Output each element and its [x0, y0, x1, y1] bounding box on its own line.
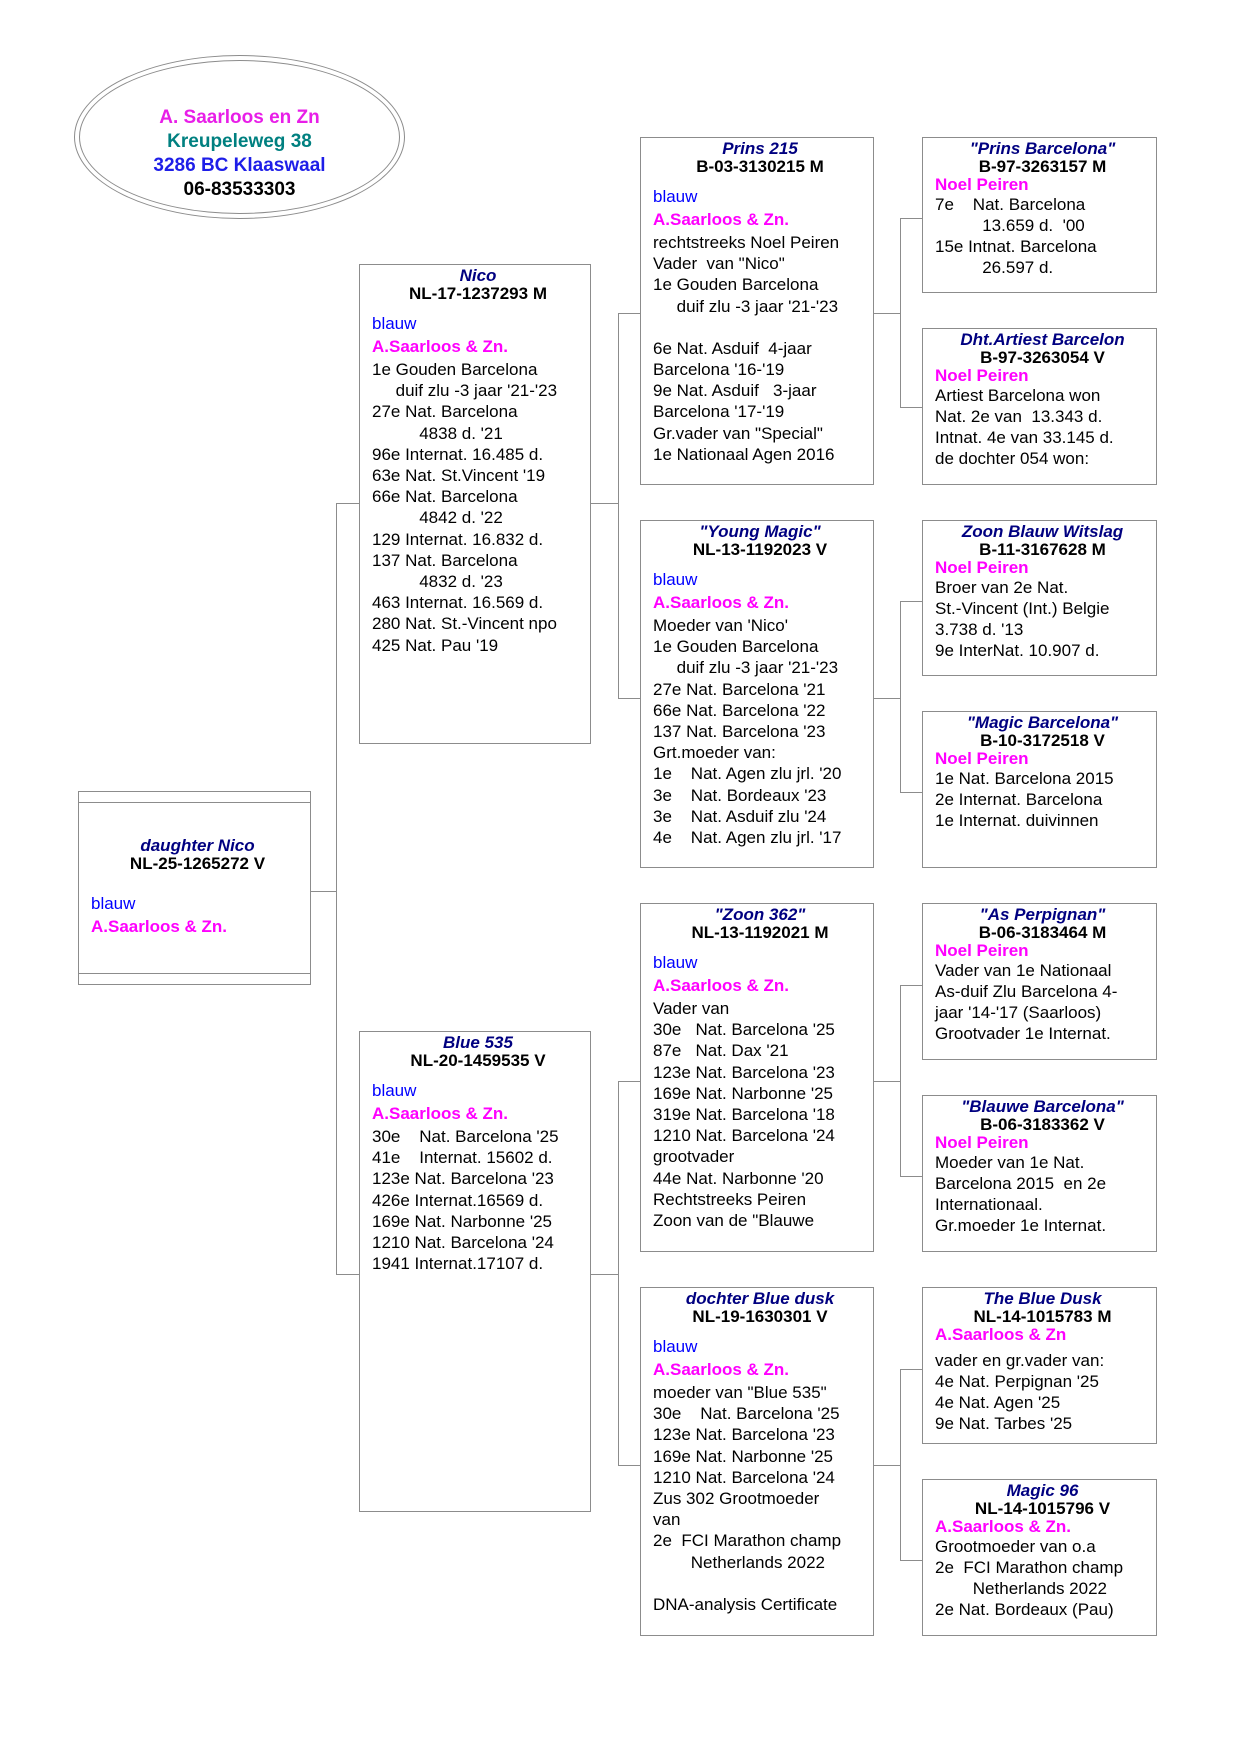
pedigree-line: 425 Nat. Pau '19: [372, 635, 499, 655]
pedigree-line: grootvader: [653, 1147, 735, 1167]
pedigree-line: St.-Vincent (Int.) Belgie: [935, 599, 1110, 618]
pedigree-line: 30e Nat. Barcelona '25: [653, 1404, 840, 1424]
sd-ring: NL-13-1192023 V: [692, 540, 828, 559]
pedigree-line: 426e Internat.16569 d.: [372, 1190, 544, 1210]
connector: [900, 1369, 922, 1370]
pedigree-line: 123e Nat. Barcelona '23: [653, 1062, 835, 1082]
pedigree-line: 169e Nat. Narbonne '25: [653, 1083, 833, 1103]
pedigree-line: 6e Nat. Asduif 4-jaar: [653, 338, 812, 358]
pedigree-line: duif zlu -3 jaar '21-'23: [372, 381, 558, 401]
pedigree-line: Nat. 2e van 13.343 d.: [935, 407, 1103, 426]
dsd-owner: Noel Peiren: [935, 1133, 1029, 1152]
pedigree-line: Vader van "Nico": [653, 254, 785, 274]
pedigree-line: van: [653, 1510, 681, 1530]
connector: [874, 1081, 900, 1082]
sdd-owner: Noel Peiren: [935, 749, 1029, 768]
pedigree-line: 2e FCI Marathon champ: [653, 1531, 842, 1551]
connector: [900, 601, 901, 793]
pedigree-line: Netherlands 2022: [935, 1579, 1107, 1598]
pedigree-line: 4e Nat. Agen '25: [935, 1393, 1061, 1412]
pedigree-line: 3e Nat. Asduif zlu '24: [653, 806, 827, 826]
breeder-name: A. Saarloos en Zn: [159, 107, 320, 128]
pedigree-line: 63e Nat. St.Vincent '19: [372, 466, 546, 486]
pedigree-line: duif zlu -3 jaar '21-'23: [653, 296, 839, 316]
pedigree-line: 27e Nat. Barcelona: [372, 402, 518, 422]
dss-card: [922, 903, 1157, 1060]
pedigree-line: 129 Internat. 16.832 d.: [372, 529, 544, 549]
pedigree-line: Broer van 2e Nat.: [935, 578, 1069, 597]
pedigree-line: Vader van: [653, 999, 730, 1018]
dam-color: blauw: [372, 1081, 417, 1100]
pedigree-line: Intnat. 4e van 33.145 d.: [935, 428, 1114, 447]
pedigree-line: Barcelona 2015 en 2e: [935, 1174, 1107, 1193]
sire-dam-card: [640, 520, 874, 868]
connector: [590, 503, 618, 504]
pedigree-line: 13.659 d. '00: [935, 216, 1085, 235]
pedigree-line: 1210 Nat. Barcelona '24: [653, 1126, 835, 1146]
pedigree-line: 9e Nat. Asduif 3-jaar: [653, 381, 817, 401]
dds-owner: A.Saarloos & Zn: [935, 1325, 1067, 1344]
pedigree-line: 2e Internat. Barcelona: [935, 790, 1103, 809]
pedigree-line: 44e Nat. Narbonne '20: [653, 1168, 824, 1188]
pedigree-line: Barcelona '17-'19: [653, 402, 785, 422]
pedigree-line: 1210 Nat. Barcelona '24: [653, 1467, 835, 1487]
connector: [900, 407, 922, 408]
dam-card: [359, 1031, 591, 1512]
connector: [900, 218, 922, 219]
pedigree-line: Grootmoeder van o.a: [935, 1537, 1096, 1556]
pedigree-line: Grootvader 1e Internat.: [935, 1024, 1111, 1043]
pedigree-line: 4838 d. '21: [372, 423, 503, 443]
sds-card: [922, 520, 1157, 676]
ssd-owner: Noel Peiren: [935, 366, 1029, 385]
sire-name: Nico: [459, 266, 497, 285]
pedigree-line: 1e Nationaal Agen 2016: [653, 444, 835, 464]
dsd-ring: B-06-3183362 V: [980, 1115, 1105, 1134]
sds-owner: Noel Peiren: [935, 558, 1029, 577]
sdd-ring: B-10-3172518 V: [980, 731, 1105, 750]
sd-owner: A.Saarloos & Zn.: [653, 593, 790, 612]
pedigree-line: 27e Nat. Barcelona '21: [653, 679, 826, 699]
sss-ring: B-97-3263157 M: [978, 157, 1107, 176]
pedigree-line: 3.738 d. '13: [935, 620, 1024, 639]
pedigree-line: 137 Nat. Barcelona: [372, 550, 518, 570]
dd-owner: A.Saarloos & Zn.: [653, 1360, 790, 1379]
pedigree-line: rechtstreeks Noel Peiren: [653, 233, 840, 252]
connector: [900, 218, 901, 408]
pedigree-line: 1e Gouden Barcelona: [653, 275, 819, 295]
pedigree-line: 2e Nat. Bordeaux (Pau): [935, 1600, 1114, 1619]
pedigree-line: Rechtstreeks Peiren: [653, 1189, 807, 1209]
pedigree-line: 96e Internat. 16.485 d.: [372, 444, 544, 464]
connector: [618, 1465, 640, 1466]
connector: [336, 1274, 359, 1275]
dd-color: blauw: [653, 1337, 698, 1356]
sire-card: [359, 264, 591, 744]
sdd-card: [922, 711, 1157, 868]
pedigree-line: Grt.moeder van:: [653, 743, 776, 763]
pedigree-line: jaar '14-'17 (Saarloos): [935, 1003, 1102, 1022]
pedigree-line: 30e Nat. Barcelona '25: [653, 1020, 835, 1040]
dds-name: The Blue Dusk: [983, 1289, 1102, 1308]
ssd-name: Dht.Artiest Barcelon: [960, 330, 1125, 349]
connector: [618, 1081, 619, 1466]
pedigree-line: 1e Gouden Barcelona: [372, 360, 538, 379]
dss-name: "As Perpignan": [979, 905, 1106, 924]
ds-color: blauw: [653, 953, 698, 972]
breeder-phone: 06-83533303: [183, 179, 296, 200]
pedigree-line: duif zlu -3 jaar '21-'23: [653, 658, 839, 678]
ddd-card: [922, 1479, 1157, 1636]
pedigree-line: 9e Nat. Tarbes '25: [935, 1414, 1073, 1433]
pedigree-line: 1941 Internat.17107 d.: [372, 1254, 544, 1274]
connector: [900, 1560, 922, 1561]
connector: [900, 985, 901, 1177]
dds-ring: NL-14-1015783 M: [973, 1307, 1112, 1326]
connector: [618, 1081, 640, 1082]
pedigree-line: 1e Internat. duivinnen: [935, 811, 1099, 830]
pedigree-line: Barcelona '16-'19: [653, 360, 785, 380]
pedigree-line: 137 Nat. Barcelona '23: [653, 722, 826, 742]
card-rule: [79, 973, 310, 974]
card-rule: [79, 802, 310, 803]
pedigree-line: 4832 d. '23: [372, 572, 503, 592]
pedigree-line: 463 Internat. 16.569 d.: [372, 593, 544, 613]
connector: [874, 698, 900, 699]
pedigree-line: 87e Nat. Dax '21: [653, 1041, 789, 1061]
breeder-info: [74, 106, 405, 202]
connector: [900, 1369, 901, 1561]
dam-ring: NL-20-1459535 V: [410, 1051, 546, 1070]
dd-ring: NL-19-1630301 V: [692, 1307, 828, 1326]
connector: [618, 698, 640, 699]
pedigree-line: 123e Nat. Barcelona '23: [653, 1425, 835, 1445]
pedigree-line: 66e Nat. Barcelona: [372, 487, 518, 507]
pedigree-line: 26.597 d.: [935, 258, 1054, 277]
pedigree-line: 9e InterNat. 10.907 d.: [935, 641, 1100, 660]
pedigree-line: 169e Nat. Narbonne '25: [372, 1211, 552, 1231]
dam-sire-card: [640, 903, 874, 1252]
pedigree-line: 123e Nat. Barcelona '23: [372, 1169, 554, 1189]
sd-color: blauw: [653, 570, 698, 589]
pedigree-line: 280 Nat. St.-Vincent npo: [372, 614, 557, 634]
dam-owner: A.Saarloos & Zn.: [372, 1104, 509, 1123]
pedigree-line: Moeder van 'Nico': [653, 616, 788, 635]
breeder-street: Kreupeleweg 38: [167, 131, 312, 152]
pedigree-line: Zus 302 Grootmoeder: [653, 1489, 820, 1509]
sss-name: "Prins Barcelona": [969, 139, 1116, 158]
connector: [618, 313, 640, 314]
dsd-name: "Blauwe Barcelona": [961, 1097, 1124, 1116]
dss-owner: Noel Peiren: [935, 941, 1029, 960]
subject-ring: NL-25-1265272 V: [129, 854, 266, 873]
sds-name: Zoon Blauw Witslag: [961, 522, 1124, 541]
dam-name: Blue 535: [443, 1033, 513, 1052]
sdd-name: "Magic Barcelona": [966, 713, 1119, 732]
sire-sire-card: [640, 137, 874, 485]
pedigree-line: 1e Nat. Barcelona 2015: [935, 769, 1114, 788]
connector: [590, 1274, 618, 1275]
pedigree-line: 4e Nat. Perpignan '25: [935, 1372, 1099, 1391]
pedigree-line: DNA-analysis Certificate: [653, 1594, 838, 1614]
connector: [618, 313, 619, 699]
ssd-ring: B-97-3263054 V: [980, 348, 1105, 367]
sd-name: "Young Magic": [699, 522, 821, 541]
connector: [900, 985, 922, 986]
ssd-card: [922, 328, 1157, 485]
dam-dam-card: [640, 1287, 874, 1636]
ss-ring: B-03-3130215 M: [696, 157, 824, 176]
connector: [874, 313, 900, 314]
pedigree-line: 1210 Nat. Barcelona '24: [372, 1233, 554, 1253]
pedigree-line: As-duif Zlu Barcelona 4-: [935, 982, 1118, 1001]
ddd-name: Magic 96: [1006, 1481, 1079, 1500]
dds-card: [922, 1287, 1157, 1444]
ds-ring: NL-13-1192021 M: [691, 923, 829, 942]
pedigree-line: de dochter 054 won:: [935, 449, 1090, 468]
pedigree-line: Vader van 1e Nationaal: [935, 961, 1112, 980]
connector: [336, 503, 337, 1275]
connector: [310, 891, 336, 892]
pedigree-line: 4e Nat. Agen zlu jrl. '17: [653, 828, 842, 848]
dd-name: dochter Blue dusk: [685, 1289, 835, 1308]
ddd-owner: A.Saarloos & Zn.: [935, 1517, 1072, 1536]
pedigree-line: Moeder van 1e Nat.: [935, 1153, 1085, 1172]
pedigree-line: 3e Nat. Bordeaux '23: [653, 785, 827, 805]
pedigree-line: 41e Internat. 15602 d.: [372, 1148, 553, 1168]
pedigree-line: 7e Nat. Barcelona: [935, 195, 1086, 214]
ds-name: "Zoon 362": [714, 905, 806, 924]
dss-ring: B-06-3183464 M: [978, 923, 1107, 942]
pedigree-line: 15e Intnat. Barcelona: [935, 237, 1097, 256]
breeder-city: 3286 BC Klaaswaal: [153, 155, 326, 176]
subject-owner: A.Saarloos & Zn.: [91, 917, 228, 936]
pedigree-line: 2e FCI Marathon champ: [935, 1558, 1124, 1577]
pedigree-line: Artiest Barcelona won: [935, 386, 1101, 405]
sire-color: blauw: [372, 314, 417, 333]
pedigree-line: moeder van "Blue 535": [653, 1383, 827, 1402]
pedigree-line: vader en gr.vader van:: [935, 1351, 1105, 1370]
ds-owner: A.Saarloos & Zn.: [653, 976, 790, 995]
ss-color: blauw: [653, 187, 698, 206]
subject-color: blauw: [91, 894, 136, 913]
pedigree-line: 1e Nat. Agen zlu jrl. '20: [653, 764, 842, 784]
ddd-ring: NL-14-1015796 V: [974, 1499, 1111, 1518]
pedigree-line: Gr.moeder 1e Internat.: [935, 1216, 1107, 1235]
pedigree-line: Netherlands 2022: [653, 1552, 825, 1572]
sire-ring: NL-17-1237293 M: [409, 284, 547, 303]
sds-ring: B-11-3167628 M: [979, 540, 1106, 559]
connector: [900, 601, 922, 602]
connector: [900, 1176, 922, 1177]
sss-card: [922, 137, 1157, 293]
subject-name: daughter Nico: [140, 836, 255, 855]
connector: [336, 503, 359, 504]
subject-card: [78, 791, 311, 985]
ss-name: Prins 215: [722, 139, 798, 158]
connector: [874, 1465, 900, 1466]
pedigree-line: Gr.vader van "Special": [653, 423, 823, 443]
dsd-card: [922, 1095, 1157, 1252]
ss-owner: A.Saarloos & Zn.: [653, 210, 790, 229]
pedigree-line: Zoon van de "Blauwe: [653, 1211, 815, 1231]
pedigree-line: Internationaal.: [935, 1195, 1043, 1214]
sire-owner: A.Saarloos & Zn.: [372, 337, 509, 356]
pedigree-line: 66e Nat. Barcelona '22: [653, 700, 826, 720]
pedigree-line: 30e Nat. Barcelona '25: [372, 1127, 559, 1146]
pedigree-line: 169e Nat. Narbonne '25: [653, 1446, 833, 1466]
sss-owner: Noel Peiren: [935, 175, 1029, 194]
pedigree-line: 4842 d. '22: [372, 508, 503, 528]
pedigree-line: 319e Nat. Barcelona '18: [653, 1105, 835, 1125]
connector: [900, 792, 922, 793]
pedigree-line: 1e Gouden Barcelona: [653, 637, 819, 657]
